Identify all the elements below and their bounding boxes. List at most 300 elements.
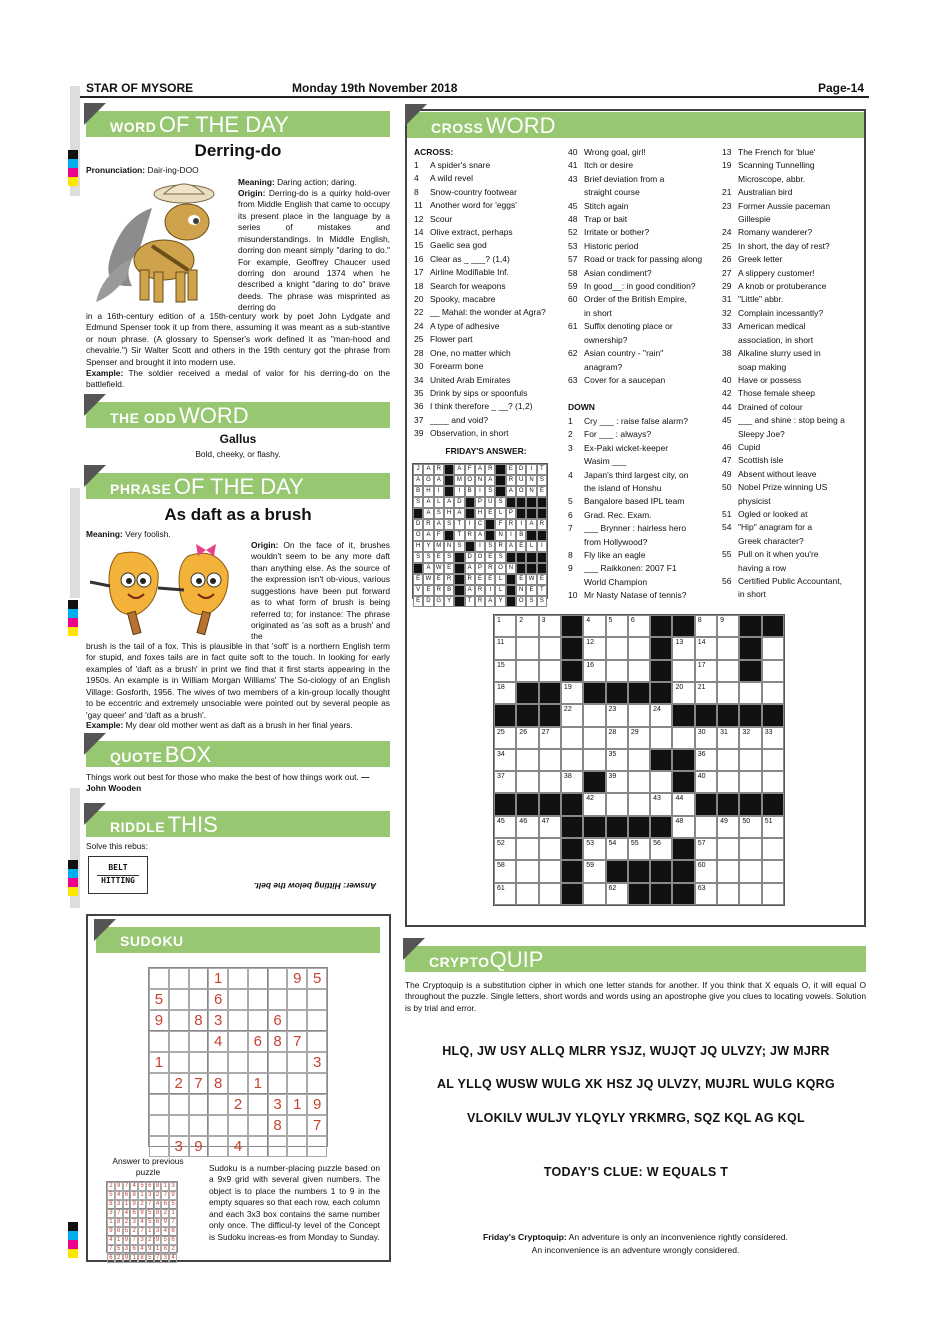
answer-cell: A (423, 508, 433, 519)
sudoku-cell[interactable] (287, 1115, 307, 1136)
crossword-cell[interactable] (762, 660, 784, 682)
sudoku-cell[interactable]: 2 (169, 1073, 189, 1094)
crossword-cell[interactable] (672, 816, 694, 838)
crossword-cell[interactable] (539, 615, 561, 637)
crossword-cell[interactable] (739, 682, 761, 704)
crossword-cell[interactable] (650, 838, 672, 860)
crossword-cell[interactable] (516, 727, 538, 749)
sudoku-cell: 1 (115, 1236, 123, 1245)
crossword-cell[interactable] (561, 727, 583, 749)
crossword-cell[interactable] (516, 637, 538, 659)
crossword-cell[interactable] (717, 883, 739, 905)
cryptoquip-line-1: HLQ, JW USY ALLQ MLRR YSJZ, WUJQT JQ ULVZY; JW MJRR (442, 1044, 830, 1058)
crossword-cell[interactable] (717, 637, 739, 659)
crossword-cell (516, 682, 538, 704)
sudoku-cell: 2 (107, 1182, 115, 1191)
sudoku-cell[interactable] (248, 1010, 268, 1031)
crossword-cell[interactable] (762, 637, 784, 659)
crossword-cell[interactable] (672, 682, 694, 704)
sudoku-grid[interactable] (148, 967, 328, 1155)
clue: soap making (738, 361, 787, 372)
sudoku-cell[interactable] (189, 989, 209, 1010)
sudoku-cell[interactable]: 8 (268, 1031, 288, 1052)
crossword-cell[interactable] (650, 771, 672, 793)
sudoku-cell[interactable]: 1 (208, 968, 228, 989)
crossword-cell (672, 771, 694, 793)
cell-number: 36 (697, 750, 706, 758)
sudoku-cell[interactable] (248, 1136, 268, 1157)
crossword-cell[interactable] (561, 704, 583, 726)
sudoku-cell[interactable] (268, 968, 288, 989)
crossword-cell[interactable] (494, 660, 516, 682)
crossword-cell (583, 682, 605, 704)
crossword-cell[interactable] (672, 660, 694, 682)
sudoku-cell[interactable] (228, 989, 248, 1010)
crossword-cell (650, 749, 672, 771)
cell-number: 9 (720, 617, 724, 624)
crossword-cell[interactable] (516, 615, 538, 637)
crossword-cell[interactable] (539, 637, 561, 659)
cell-number: 21 (697, 683, 706, 691)
sudoku-cell[interactable]: 1 (248, 1073, 268, 1094)
phrase-meaning: Meaning: Very foolish. (86, 529, 171, 539)
crossword-cell[interactable] (583, 615, 605, 637)
crossword-cell[interactable] (762, 771, 784, 793)
sudoku-cell[interactable]: 6 (208, 989, 228, 1010)
sudoku-cell[interactable] (189, 1052, 209, 1073)
crossword-cell[interactable] (695, 749, 717, 771)
crossword-cell[interactable] (516, 838, 538, 860)
crossword-cell[interactable] (516, 749, 538, 771)
sudoku-cell: 9 (130, 1200, 138, 1209)
clue: 44 Drained of colour (722, 401, 803, 412)
cell-number: 37 (497, 773, 505, 781)
crossword-cell[interactable] (628, 793, 650, 815)
sudoku-cell: 6 (161, 1200, 169, 1209)
across-label: ACROSS: (414, 147, 454, 157)
sudoku-cell[interactable] (307, 1031, 327, 1052)
sudoku-cell: 5 (169, 1200, 177, 1209)
sudoku-cell[interactable] (248, 1094, 268, 1115)
sudoku-cell[interactable] (169, 1031, 189, 1052)
sudoku-cell[interactable] (208, 1115, 228, 1136)
sudoku-cell[interactable] (228, 1031, 248, 1052)
color-mark (68, 150, 78, 159)
crossword-cell[interactable] (695, 615, 717, 637)
crossword-cell[interactable] (628, 615, 650, 637)
crossword-cell[interactable] (717, 860, 739, 882)
clue: 63 Cover for a saucepan (568, 374, 666, 385)
word-origin-continued: in a 16th-century edition of a 15th-century work by poet John Lydgate and Edmund Spenser took it up from there, assuming it was meant as a sub-stantive or noun phrase. (A glossary to Spenser's work defined it as "man-hood and chevalrie.") Sir Walter Scott and others in the 19th century got the phrase from Spenser and brought it into modern use. (86, 311, 390, 367)
crossword-cell[interactable] (583, 637, 605, 659)
crossword-cell[interactable] (717, 816, 739, 838)
crossword-cell[interactable] (739, 860, 761, 882)
crossword-cell[interactable] (583, 749, 605, 771)
sudoku-cell[interactable] (248, 1052, 268, 1073)
sudoku-cell[interactable]: 9 (189, 1136, 209, 1157)
crossword-cell[interactable] (606, 637, 628, 659)
crossword-cell[interactable] (561, 771, 583, 793)
sudoku-cell: 1 (154, 1245, 162, 1254)
clue: Sleepy Joe? (738, 428, 785, 439)
rebus-top: BELT (108, 863, 128, 872)
crossword-cell[interactable] (516, 771, 538, 793)
crossword-cell[interactable] (539, 660, 561, 682)
sudoku-cell[interactable]: 3 (208, 1010, 228, 1031)
sudoku-cell[interactable] (228, 1073, 248, 1094)
crossword-cell[interactable] (739, 816, 761, 838)
crossword-cell[interactable] (717, 727, 739, 749)
crossword-cell[interactable] (628, 704, 650, 726)
answer-cell: N (526, 486, 536, 497)
crossword-cell[interactable] (739, 771, 761, 793)
crossword-cell[interactable] (717, 682, 739, 704)
sudoku-cell: 8 (107, 1200, 115, 1209)
crossword-cell[interactable] (606, 749, 628, 771)
sudoku-cell[interactable] (208, 1094, 228, 1115)
sudoku-cell[interactable] (248, 1115, 268, 1136)
crossword-cell[interactable] (695, 771, 717, 793)
answer-cell: R (495, 541, 505, 552)
sudoku-cell[interactable] (169, 989, 189, 1010)
crossword-cell[interactable] (516, 816, 538, 838)
crossword-cell[interactable] (583, 704, 605, 726)
answer-cell (516, 563, 526, 574)
sudoku-cell: 7 (161, 1191, 169, 1200)
crossword-cell[interactable] (539, 838, 561, 860)
answer-cell: R (434, 585, 444, 596)
crossword-cell[interactable] (739, 838, 761, 860)
crossword-cell[interactable] (695, 838, 717, 860)
crossword-cell (717, 704, 739, 726)
sudoku-cell[interactable] (149, 968, 169, 989)
cell-number: 53 (586, 840, 595, 848)
answer-cell: S (485, 486, 495, 497)
sudoku-cell[interactable] (208, 1052, 228, 1073)
sudoku-cell[interactable] (228, 968, 248, 989)
sudoku-cell[interactable] (248, 968, 268, 989)
sudoku-cell[interactable]: 4 (208, 1031, 228, 1052)
sudoku-cell: 9 (107, 1227, 115, 1236)
sudoku-cell[interactable] (248, 989, 268, 1010)
crossword-cell[interactable] (695, 727, 717, 749)
crossword-cell[interactable] (494, 838, 516, 860)
sudoku-cell[interactable]: 3 (268, 1094, 288, 1115)
answer-cell: G (423, 475, 433, 486)
crossword-cell[interactable] (695, 637, 717, 659)
answer-cell: O (516, 596, 526, 607)
crossword-cell[interactable] (628, 660, 650, 682)
crossword-cell[interactable] (494, 637, 516, 659)
crossword-cell[interactable] (650, 727, 672, 749)
answer-cell: L (495, 585, 505, 596)
sudoku-cell[interactable]: 8 (268, 1115, 288, 1136)
sudoku-cell: 6 (107, 1254, 115, 1263)
crossword-cell[interactable] (672, 637, 694, 659)
clue: 32 Complain incessantly? (722, 307, 824, 318)
sudoku-cell[interactable] (169, 1010, 189, 1031)
answer-cell: L (526, 541, 536, 552)
sudoku-cell[interactable]: 1 (149, 1052, 169, 1073)
crossword-cell[interactable] (695, 860, 717, 882)
sudoku-cell[interactable] (149, 1094, 169, 1115)
cell-number: 33 (764, 728, 773, 736)
crossword-cell[interactable] (494, 771, 516, 793)
sudoku-cell[interactable] (268, 1073, 288, 1094)
sudoku-cell[interactable] (287, 1073, 307, 1094)
answer-cell: A (506, 486, 516, 497)
answer-cell: A (423, 497, 433, 508)
crossword-cell (739, 615, 761, 637)
crossword-cell[interactable] (583, 860, 605, 882)
sudoku-cell[interactable]: 3 (307, 1052, 327, 1073)
sudoku-cell[interactable]: 8 (208, 1073, 228, 1094)
sudoku-cell[interactable]: 9 (307, 1094, 327, 1115)
sudoku-cell[interactable] (149, 1136, 169, 1157)
sudoku-cell[interactable] (149, 1073, 169, 1094)
crossword-cell[interactable] (494, 883, 516, 905)
sudoku-cell[interactable] (189, 1115, 209, 1136)
crossword-cell[interactable] (650, 704, 672, 726)
sudoku-cell[interactable]: 7 (307, 1115, 327, 1136)
sudoku-cell[interactable]: 3 (169, 1136, 189, 1157)
crossword-cell[interactable] (762, 727, 784, 749)
sudoku-cell[interactable] (287, 1052, 307, 1073)
sudoku-cell[interactable] (287, 989, 307, 1010)
crossword-cell (650, 816, 672, 838)
crossword-cell[interactable] (739, 749, 761, 771)
clue: 34 United Arab Emirates (414, 374, 511, 385)
answer-cell: F (465, 464, 475, 475)
crossword-cell[interactable] (561, 749, 583, 771)
crossword-cell[interactable] (717, 615, 739, 637)
cryptoquip-line-3: VLOKILV WULJV YLQYLY YRKMRG, SQZ KQL AG KQL (467, 1111, 805, 1125)
crossword-cell[interactable] (583, 883, 605, 905)
crossword-cell (561, 860, 583, 882)
answer-cell: R (465, 530, 475, 541)
crossword-cell[interactable] (494, 615, 516, 637)
sudoku-cell[interactable]: 4 (228, 1136, 248, 1157)
sudoku-cell[interactable] (228, 1115, 248, 1136)
crossword-cell[interactable] (695, 682, 717, 704)
cell-number: 3 (541, 617, 546, 624)
crossword-cell[interactable] (494, 727, 516, 749)
sudoku-cell: 4 (154, 1200, 162, 1209)
crossword-cell[interactable] (739, 727, 761, 749)
sudoku-cell[interactable] (307, 1073, 327, 1094)
crossword-cell[interactable] (583, 838, 605, 860)
crossword-cell[interactable] (516, 883, 538, 905)
answer-cell: E (537, 486, 547, 497)
crossword-cell[interactable] (762, 816, 784, 838)
clue: Wasim ___ (584, 456, 627, 467)
crossword-cell[interactable] (672, 793, 694, 815)
crossword-cell[interactable] (606, 838, 628, 860)
clue: 58 Asian condiment? (568, 267, 652, 278)
answer-cell: T (454, 519, 464, 530)
cell-number: 35 (608, 750, 617, 758)
crossword-cell[interactable] (695, 660, 717, 682)
word-of-day-banner: WORD OF THE DAY (86, 111, 390, 137)
sudoku-cell: 9 (154, 1236, 162, 1245)
crossword-grid[interactable] (493, 614, 785, 906)
answer-cell: R (485, 563, 495, 574)
crossword-cell[interactable] (717, 771, 739, 793)
sudoku-cell[interactable] (208, 1136, 228, 1157)
crossword-cell[interactable] (762, 838, 784, 860)
sudoku-cell[interactable] (169, 1115, 189, 1136)
answer-cell (526, 552, 536, 563)
sudoku-cell: 2 (146, 1236, 154, 1245)
sudoku-cell: 1 (169, 1209, 177, 1218)
sudoku-cell[interactable]: 5 (307, 968, 327, 989)
crossword-cell (494, 793, 516, 815)
answer-cell: S (454, 541, 464, 552)
crossword-cell[interactable] (650, 793, 672, 815)
sudoku-cell[interactable]: 1 (287, 1094, 307, 1115)
crossword-cell[interactable] (583, 660, 605, 682)
answer-cell (537, 552, 547, 563)
clue: 28 One, no matter which (414, 347, 511, 358)
crossword-cell[interactable] (606, 883, 628, 905)
answer-cell: M (454, 475, 464, 486)
sudoku-cell[interactable] (189, 1094, 209, 1115)
crossword-cell[interactable] (516, 860, 538, 882)
clue: 26 Greek letter (722, 254, 783, 265)
sudoku-cell[interactable]: 9 (287, 968, 307, 989)
cell-number: 61 (497, 884, 505, 892)
sudoku-cell[interactable]: 7 (189, 1073, 209, 1094)
sudoku-cell[interactable] (287, 1136, 307, 1157)
answer-cell: E (516, 574, 526, 585)
sudoku-cell: 5 (146, 1209, 154, 1218)
answer-cell: W (423, 574, 433, 585)
cell-number: 15 (497, 661, 505, 669)
sudoku-cell[interactable] (268, 1136, 288, 1157)
sudoku-cell[interactable] (228, 1052, 248, 1073)
sudoku-cell[interactable] (268, 1052, 288, 1073)
crossword-cell[interactable] (672, 727, 694, 749)
answer-cell: H (413, 541, 423, 552)
sudoku-cell: 2 (123, 1218, 131, 1227)
answer-cell: N (475, 475, 485, 486)
crossword-cell[interactable] (494, 749, 516, 771)
sudoku-cell[interactable] (228, 1010, 248, 1031)
crossword-cell[interactable] (695, 816, 717, 838)
cell-number: 59 (586, 862, 595, 870)
crossword-cell[interactable] (762, 860, 784, 882)
crossword-cell[interactable] (628, 771, 650, 793)
crossword-cell (583, 816, 605, 838)
sudoku-cell: 8 (154, 1182, 162, 1191)
crossword-cell[interactable] (606, 704, 628, 726)
answer-cell: A (454, 508, 464, 519)
crossword-cell[interactable] (628, 637, 650, 659)
answer-cell: Y (495, 596, 505, 607)
sudoku-cell[interactable] (149, 1115, 169, 1136)
crossword-cell[interactable] (695, 883, 717, 905)
crossword-cell[interactable] (717, 660, 739, 682)
crossword-cell[interactable] (516, 660, 538, 682)
sudoku-cell[interactable] (307, 989, 327, 1010)
sudoku-cell[interactable] (287, 1010, 307, 1031)
crossword-cell[interactable] (717, 749, 739, 771)
sudoku-cell[interactable]: 8 (189, 1010, 209, 1031)
crossword-cell[interactable] (539, 771, 561, 793)
crossword-cell (695, 793, 717, 815)
answer-cell: R (506, 519, 516, 530)
crossword-cell[interactable] (606, 771, 628, 793)
sudoku-cell: 7 (115, 1209, 123, 1218)
crossword-cell[interactable] (628, 727, 650, 749)
clue: 25 In short, the day of rest? (722, 240, 830, 251)
sudoku-cell[interactable] (169, 1052, 189, 1073)
crossword-cell[interactable] (539, 860, 561, 882)
sudoku-cell[interactable] (169, 968, 189, 989)
crossword-cell[interactable] (606, 793, 628, 815)
clue: 11 Another word for 'eggs' (414, 200, 517, 211)
answer-cell: D (413, 519, 423, 530)
sudoku-cell[interactable]: 7 (287, 1031, 307, 1052)
sudoku-cell: 5 (161, 1236, 169, 1245)
crossword-cell[interactable] (717, 838, 739, 860)
crossword-cell (672, 749, 694, 771)
sudoku-cell[interactable] (307, 1010, 327, 1031)
answer-cell: S (495, 552, 505, 563)
sudoku-cell[interactable]: 6 (248, 1031, 268, 1052)
sudoku-cell[interactable]: 2 (228, 1094, 248, 1115)
answer-cell (454, 552, 464, 563)
crossword-cell[interactable] (762, 682, 784, 704)
crossword-cell[interactable] (583, 793, 605, 815)
crossword-cell[interactable] (628, 838, 650, 860)
crossword-cell[interactable] (539, 749, 561, 771)
crossword-cell[interactable] (762, 749, 784, 771)
crossword-cell[interactable] (494, 860, 516, 882)
sudoku-cell[interactable]: 9 (149, 1010, 169, 1031)
clue: association, in short (738, 334, 814, 345)
crossword-cell[interactable] (739, 883, 761, 905)
sudoku-cell[interactable] (189, 968, 209, 989)
sudoku-cell[interactable] (307, 1136, 327, 1157)
crossword-cell[interactable] (539, 883, 561, 905)
sudoku-cell[interactable] (268, 989, 288, 1010)
crossword-cell[interactable] (539, 727, 561, 749)
sudoku-cell[interactable] (149, 1031, 169, 1052)
sudoku-cell: 3 (130, 1218, 138, 1227)
crossword-cell[interactable] (606, 727, 628, 749)
answer-cell: J (413, 464, 423, 475)
crossword-cell[interactable] (494, 816, 516, 838)
crossword-cell[interactable] (762, 883, 784, 905)
crossword-cell[interactable] (494, 682, 516, 704)
answer-cell: E (506, 464, 516, 475)
clue: 54 "Hip" anagram for a (722, 522, 813, 533)
crossword-cell[interactable] (628, 749, 650, 771)
sudoku-cell[interactable]: 6 (268, 1010, 288, 1031)
crossword-cell[interactable] (583, 727, 605, 749)
crossword-cell[interactable] (561, 682, 583, 704)
cell-number: 6 (630, 617, 635, 624)
odd-word-title: Gallus (219, 432, 257, 446)
crossword-cell[interactable] (539, 816, 561, 838)
sudoku-cell[interactable] (169, 1094, 189, 1115)
crossword-cell[interactable] (606, 660, 628, 682)
sudoku-cell[interactable]: 5 (149, 989, 169, 1010)
crossword-cell[interactable] (606, 615, 628, 637)
clue: 59 In good__: in good condition? (568, 281, 696, 292)
sudoku-cell[interactable] (189, 1031, 209, 1052)
